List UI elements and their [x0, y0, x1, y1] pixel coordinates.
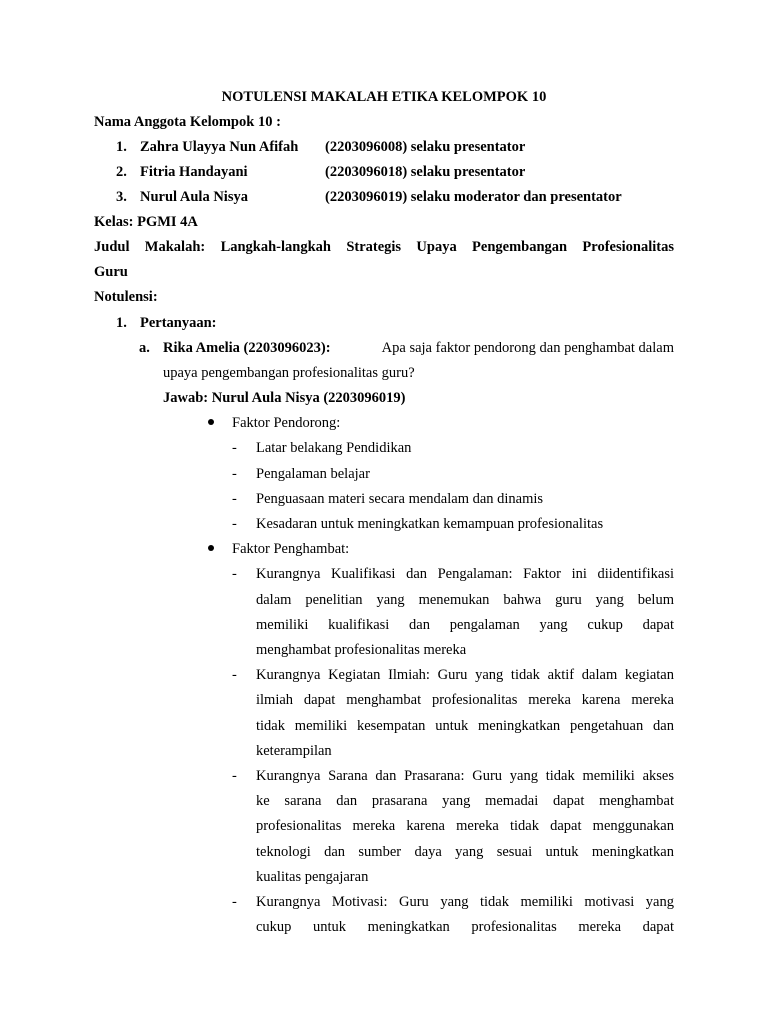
dash-marker: - [232, 566, 237, 582]
bullet-icon [208, 545, 214, 551]
list-item-line: profesionalitas mereka karena mereka tidak dapat menggunakan [256, 818, 674, 834]
list-item-line: keterampilan [256, 743, 332, 759]
member-name: Fitria Handayani [140, 164, 248, 180]
dash-marker: - [232, 667, 237, 683]
dash-marker: - [232, 466, 237, 482]
dash-marker: - [232, 440, 237, 456]
judul-line: Judul Makalah: Langkah-langkah Strategis Upaya Pengembangan Profesionalitas [94, 239, 674, 255]
member-number: 1. [116, 139, 127, 155]
question-asker: Rika Amelia (2203096023): [163, 340, 331, 356]
dash-marker: - [232, 768, 237, 784]
dash-marker: - [232, 516, 237, 532]
bullet-icon [208, 419, 214, 425]
list-item-line: dalam penelitian yang menemukan bahwa guru yang belum [256, 592, 674, 608]
list-item-line: teknologi dan sumber daya yang sesuai untuk meningkatkan [256, 844, 674, 860]
list-item-line: kualitas pengajaran [256, 869, 369, 885]
list-item: Kesadaran untuk meningkatkan kemampuan profesionalitas [256, 516, 604, 532]
member-name: Zahra Ulayya Nun Afifah [140, 139, 299, 155]
list-item-line: ke sarana dan prasarana yang memadai dapat menghambat [256, 793, 674, 809]
list-item-line: Kurangnya Kualifikasi dan Pengalaman: Faktor ini diidentifikasi [256, 566, 674, 582]
question-text: Apa saja faktor pendorong dan penghambat dalam [381, 340, 674, 356]
kelas-line: Kelas: PGMI 4A [94, 214, 198, 230]
list-item-line: tidak memiliki kesempatan untuk meningkatkan pengetahuan dan [256, 718, 674, 734]
document-title: NOTULENSI MAKALAH ETIKA KELOMPOK 10 [221, 89, 547, 105]
question-line [163, 339, 674, 357]
member-name: Nurul Aula Nisya [140, 189, 248, 205]
dash-marker: - [232, 894, 237, 910]
list-item-line: Kurangnya Motivasi: Guru yang tidak memiliki motivasi yang [256, 894, 674, 910]
question-text: upaya pengembangan profesionalitas guru? [163, 365, 415, 381]
question-number: 1. [116, 315, 127, 331]
list-item: Pengalaman belajar [256, 466, 370, 482]
question-letter: a. [139, 340, 150, 356]
member-number: 2. [116, 164, 127, 180]
penghambat-heading: Faktor Penghambat: [232, 541, 350, 557]
list-item-line: Kurangnya Kegiatan Ilmiah: Guru yang tidak aktif dalam kegiatan [256, 667, 674, 683]
list-item: Penguasaan materi secara mendalam dan dinamis [256, 491, 544, 507]
pendorong-heading: Faktor Pendorong: [232, 415, 341, 431]
judul-line: Guru [94, 264, 128, 280]
members-heading: Nama Anggota Kelompok 10 : [94, 114, 281, 130]
member-number: 3. [116, 189, 127, 205]
dash-marker: - [232, 491, 237, 507]
answer-heading: Jawab: Nurul Aula Nisya (2203096019) [163, 390, 406, 406]
member-detail: (2203096018) selaku presentator [325, 164, 526, 180]
list-item-line: memiliki kualifikasi dan pengalaman yang cukup dapat [256, 617, 674, 633]
list-item-line: ilmiah dapat menghambat profesionalitas mereka karena mereka [256, 692, 674, 708]
question-heading: Pertanyaan: [140, 315, 217, 331]
member-detail: (2203096008) selaku presentator [325, 139, 526, 155]
list-item-line: Kurangnya Sarana dan Prasarana: Guru yang tidak memiliki akses [256, 768, 674, 784]
notulensi-heading: Notulensi: [94, 289, 158, 305]
member-detail: (2203096019) selaku moderator dan presentator [325, 189, 622, 205]
list-item-line: menghambat profesionalitas mereka [256, 642, 467, 658]
list-item: Latar belakang Pendidikan [256, 440, 412, 456]
list-item-line: cukup untuk meningkatkan profesionalitas mereka dapat [256, 919, 674, 935]
